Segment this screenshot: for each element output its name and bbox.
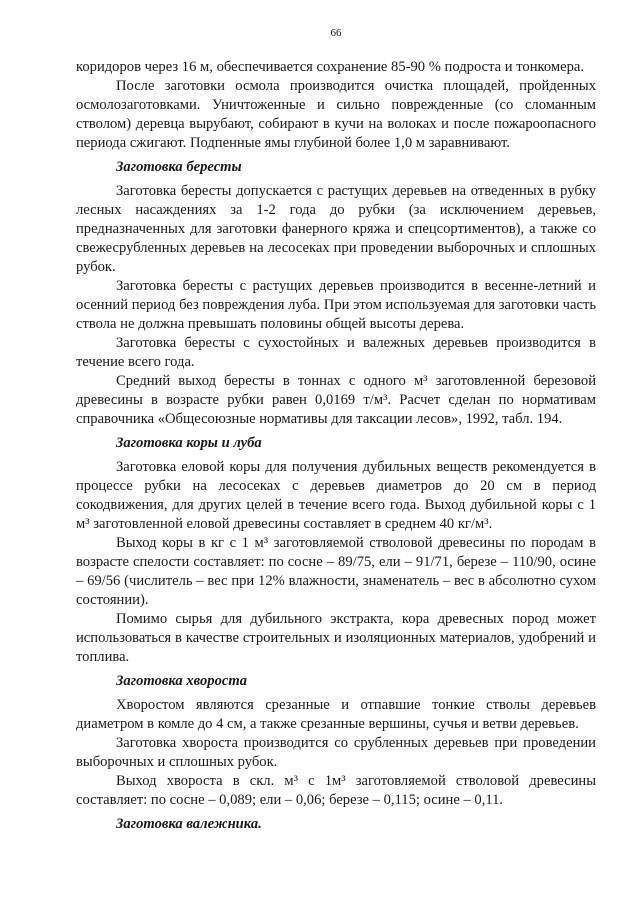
paragraph-bark-yield: Выход коры в кг с 1 м³ заготовляемой стволовой древесины по породам в возрасте спелости составляет: по сосне – 89/75, ели – 91/71, березе – 110/90, осине – 69/56 (числитель – вес при 12% влажности, знаменатель – вес в абсолютно сухом состоянии).	[76, 535, 596, 608]
paragraph-spruce-bark: Заготовка еловой коры для получения дубильных веществ рекомендуется в процессе рубки на лесосеках с деревьев диаметров до 20 см в период сокодвижения, для других целей в течение всего года. Выход дубильной коры с 1 м³ заготовленной еловой древесины составляет в среднем 40 кг/м³.	[76, 459, 596, 532]
paragraph-corridors: коридоров через 16 м, обеспечивается сохранение 85-90 % подроста и тонкомера.	[76, 59, 585, 75]
paragraph-birch-bark-yield: Средний выход бересты в тоннах с одного м³ заготовленной березовой древесины в возрасте рубки равен 0,0169 т/м³. Расчет сделан по нормативам справочника «Общесоюзные нормативы для таксации лесов», 1992, табл. 194.	[76, 373, 596, 427]
paragraph-brushwood-yield: Выход хвороста в скл. м³ с 1м³ заготовляемой стволовой древесины составляет: по сосне – 0,089; ели – 0,06; березе – 0,115; осине – 0,11.	[76, 773, 596, 808]
paragraph-birch-bark-deadwood: Заготовка бересты с сухостойных и валежных деревьев производится в течение всего года.	[76, 335, 596, 370]
heading-brushwood: Заготовка хвороста	[116, 673, 248, 689]
paragraph-birch-bark-allowed: Заготовка бересты допускается с растущих деревьев на отведенных в рубку лесных насаждениях за 1-2 года до рубки (за исключением деревьев, предназначенных для заготовки фанерного кряжа и спецсортиментов), а также со свежесрубленных деревьев на лесосеках при проведении выборочных и сплошных рубок.	[76, 183, 596, 275]
document-page	[76, 26, 596, 839]
paragraph-birch-bark-season: Заготовка бересты с растущих деревьев производится в весенне-летний и осенний период без повреждения луба. При этом используемая для заготовки часть ствола не должна превышать половины общей высоты дерева.	[76, 278, 596, 332]
heading-bark-bast: Заготовка коры и луба	[116, 435, 262, 451]
paragraph-bark-uses: Помимо сырья для дубильного экстракта, кора древесных пород может использоваться в качестве строительных и изоляционных материалов, удобрений и топлива.	[76, 611, 596, 665]
heading-deadfall: Заготовка валежника.	[116, 816, 262, 832]
heading-birch-bark: Заготовка бересты	[116, 159, 242, 175]
paragraph-brushwood-harvest: Заготовка хвороста производится со срубленных деревьев при проведении выборочных и сплошных рубок.	[76, 735, 596, 770]
paragraph-brushwood-definition: Хворостом являются срезанные и отпавшие тонкие стволы деревьев диаметром в комле до 4 см, а также срезанные вершины, сучья и ветви деревьев.	[76, 697, 596, 732]
paragraph-cleanup: После заготовки осмола производится очистка площадей, пройденных осмолозаготовками. Уничтоженные и сильно поврежденные (со сломанным стволом) деревца вырубают, собирают в кучи на волоках и после пожароопасного периода сжигают. Подпенные ямы глубиной более 1,0 м заравнивают.	[76, 78, 596, 151]
page-number: 66	[330, 27, 342, 39]
